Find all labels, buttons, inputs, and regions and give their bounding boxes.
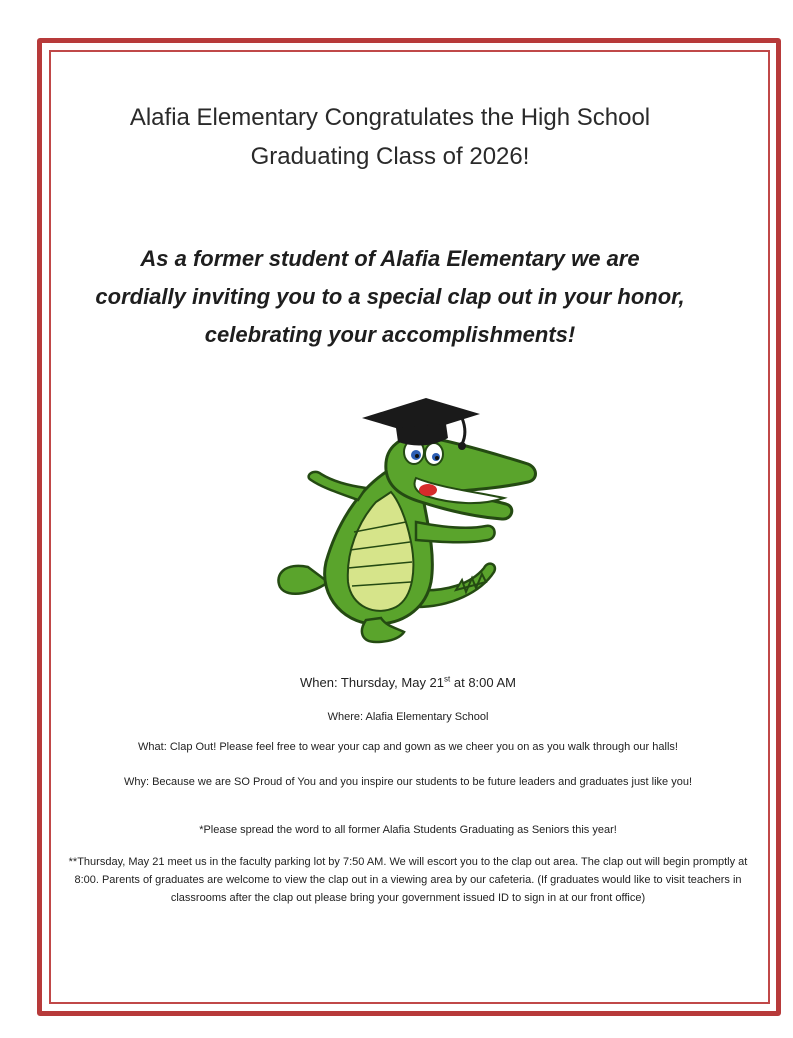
graduation-alligator-illustration xyxy=(266,392,546,652)
spread-the-word-note: *Please spread the word to all former Alafia Students Graduating as Seniors this year! xyxy=(199,824,617,836)
event-when xyxy=(60,674,756,692)
arrival-instructions: **Thursday, May 21 meet us in the faculty parking lot by 7:50 AM. We will escort you to the clap out area. The clap out will begin promptly at 8:00. Parents of graduates are welcome to view the clap out in a viewing area by our cafeteria. (If graduates would like to visit teachers in classrooms after the clap out please bring your government issued ID to sign in at our front office) xyxy=(68,856,748,904)
title-line-2: Graduating Class of 2026! xyxy=(250,143,530,170)
invite-line-2: cordially inviting you to a special clap out in your honor, xyxy=(95,284,685,309)
invitation-text xyxy=(60,240,720,354)
event-why: Why: Because we are SO Proud of You and you inspire our students to be future leaders and graduates just like you! xyxy=(123,776,693,788)
invite-line-3: celebrating your accomplishments! xyxy=(204,322,576,347)
event-what: What: Clap Out! Please feel free to wear your cap and gown as we cheer you on as you walk through our halls! xyxy=(138,741,678,753)
when-suffix-ordinal: st xyxy=(444,674,451,684)
invite-line-1: As a former student of Alafia Elementary we are xyxy=(140,246,640,271)
gator-right-arm xyxy=(416,522,495,542)
gator-back-leg xyxy=(278,566,328,594)
flyer-title xyxy=(60,98,720,176)
cap-tassel xyxy=(462,418,465,444)
gator-tongue xyxy=(419,484,437,496)
when-text: When: Thursday, May 21 xyxy=(299,675,445,690)
when-time: at 8:00 AM xyxy=(450,675,517,690)
event-where: Where: Alafia Elementary School xyxy=(327,711,489,723)
gator-left-arm xyxy=(309,472,366,500)
title-line-1: Alafia Elementary Congratulates the High School xyxy=(129,104,651,131)
